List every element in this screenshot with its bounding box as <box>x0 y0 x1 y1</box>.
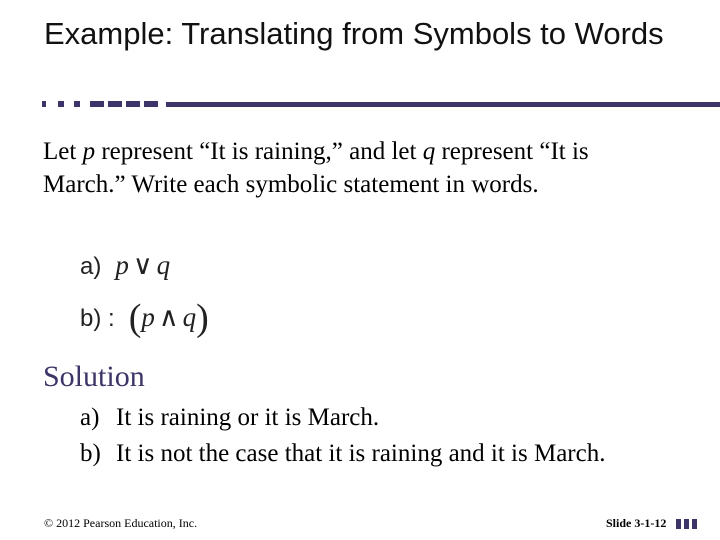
statement-a-expression: p ∨ q <box>115 250 171 280</box>
answer-a: a) It is raining or it is March. <box>80 404 380 431</box>
solution-answers <box>80 400 680 472</box>
problem-statement: Let p represent “It is raining,” and let q represent “It is March.” Write each symbolic statement in words. <box>43 138 589 198</box>
footer-slide-number: Slide 3-1-12 <box>606 516 700 531</box>
title-divider <box>42 100 720 108</box>
statement-b-expression: (p ∧ q) <box>128 297 209 339</box>
footer-bars-icon <box>676 519 700 529</box>
statement-a <box>80 250 170 281</box>
statement-a-label: a) <box>80 253 102 280</box>
statement-b-label: b) : <box>80 305 115 332</box>
slide-title: Example: Translating from Symbols to Words <box>44 16 664 51</box>
statement-b <box>80 296 209 340</box>
footer-copyright: © 2012 Pearson Education, Inc. <box>44 516 198 530</box>
answer-b: b) It is not the case that it is raining and it is March. <box>80 440 606 467</box>
solution-heading: Solution <box>43 360 145 393</box>
